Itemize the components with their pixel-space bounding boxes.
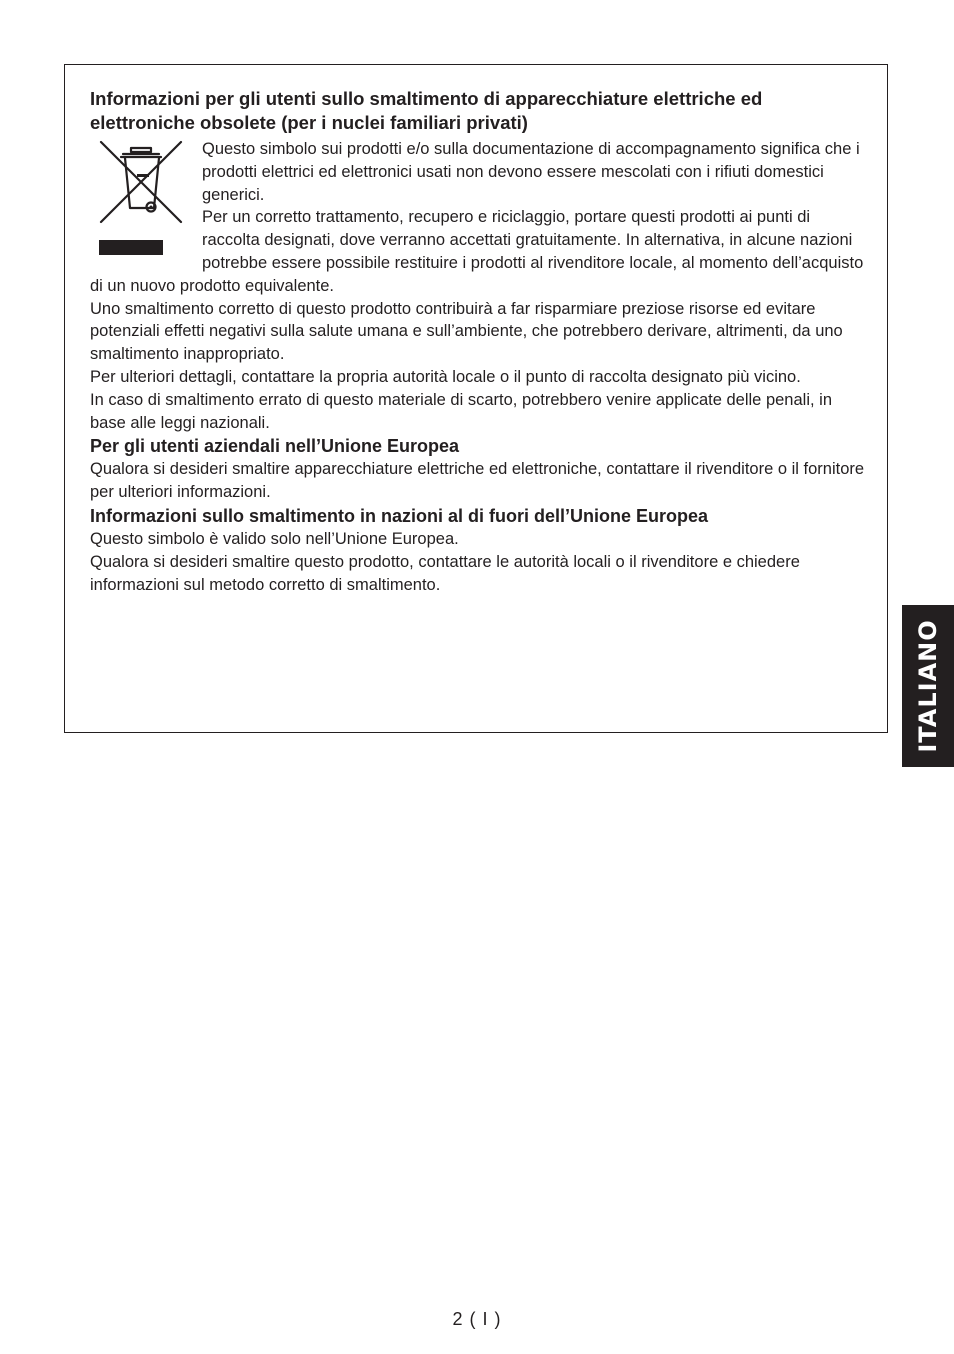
weee-paragraph-4: Per ulteriori dettagli, contattare la propria autorità locale o il punto di raccolta designato più vicino. [90,367,801,386]
weee-paragraph-3: Uno smaltimento corretto di questo prodotto contribuirà a far risparmiare preziose risorse ed evitare potenziali effetti negativi sulla salute umana e sull’ambiente, che potrebbero derivare, altrimenti, da uno smaltimento inappropriato. [90,299,843,364]
non-eu-paragraph-1: Questo simbolo è valido solo nell’Unione Europea. [90,529,459,548]
household-disposal-title: Informazioni per gli utenti sullo smaltimento di apparecchiature elettriche ed elettroniche obsolete (per i nuclei familiari privati) [90,88,763,133]
weee-crossed-out-wheelie-bin-icon [99,140,183,258]
disposal-notice-box [64,64,888,733]
language-tab-label: ITALIANO [914,619,942,753]
business-users-paragraph: Qualora si desideri smaltire apparecchiature elettriche ed elettroniche, contattare il rivenditore o il fornitore per ulteriori informazioni. [90,460,865,502]
weee-paragraph-2: Per un corretto trattamento, recupero e riciclaggio, portare questi prodotti ai punti di raccolta designati, dove verranno accettati gratuitamente. In alternativa, in alcune nazioni potrebbe essere possibile restituire i prodotti al rivenditore locale, al momento dell’acquisto di un nuovo prodotto equivalente. [90,208,864,295]
weee-symbol [90,140,202,270]
business-users-title: Per gli utenti aziendali nell’Unione Europea [90,436,460,457]
weee-paragraph-5: In caso di smaltimento errato di questo materiale di scarto, potrebbero venire applicate delle penali, in base alle leggi nazionali. [90,390,832,432]
non-eu-paragraph-2: Qualora si desideri smaltire questo prodotto, contattare le autorità locali o il rivenditore e chiedere informazioni sul metodo corretto di smaltimento. [90,552,800,594]
language-side-tab [902,605,954,767]
notice-content [90,87,865,596]
page-number: 2 ( I ) [452,1309,502,1329]
non-eu-disposal-title: Informazioni sullo smaltimento in nazioni al di fuori dell’Unione Europea [90,505,709,526]
weee-paragraph-1: Questo simbolo sui prodotti e/o sulla documentazione di accompagnamento significa che i prodotti elettrici ed elettronici usati non devono essere mescolati con i rifiuti domestici generici. [202,140,860,204]
